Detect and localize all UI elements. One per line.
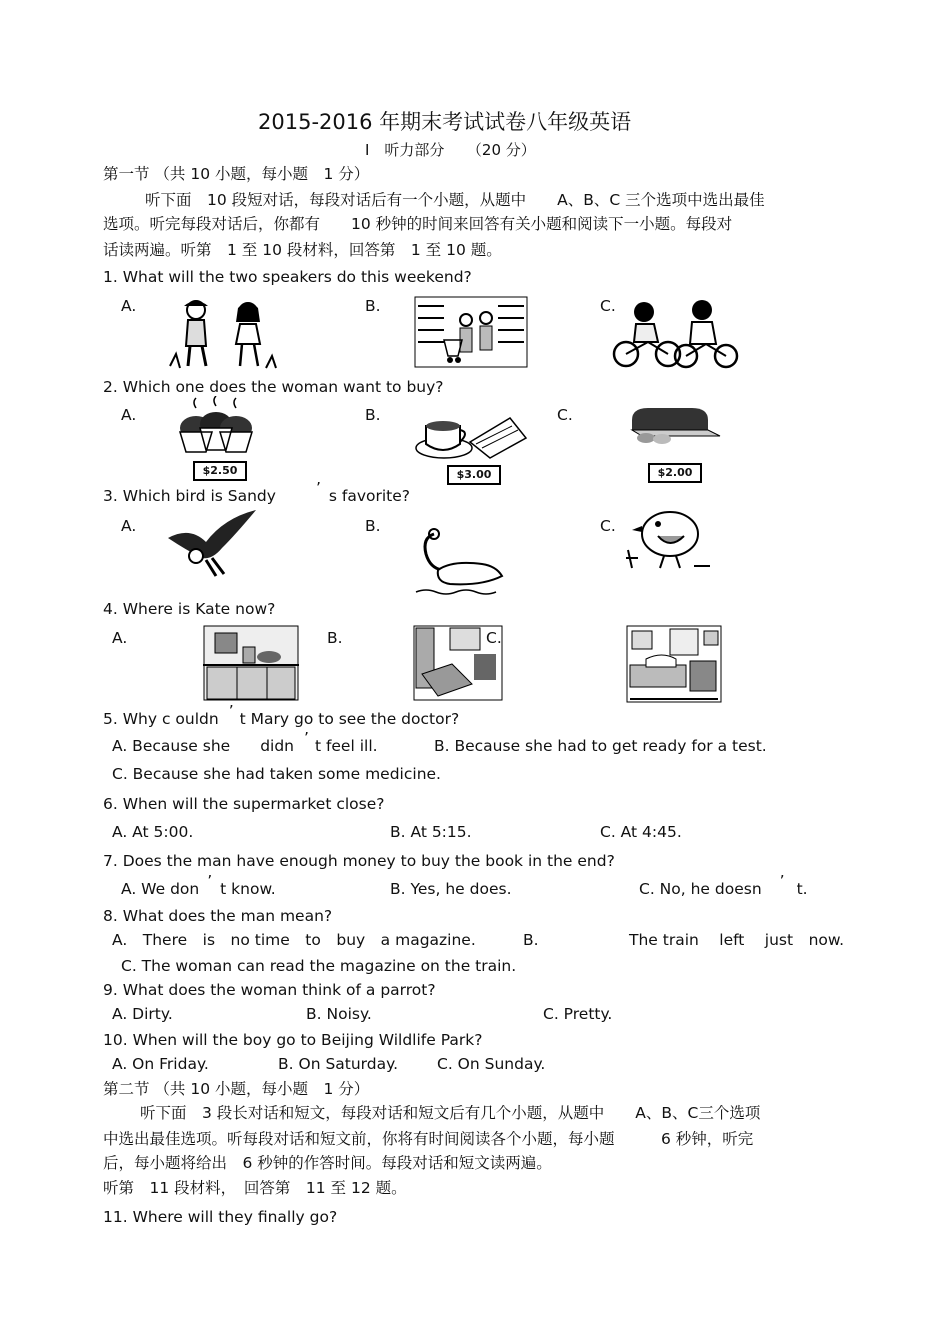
question-2: 2. Which one does the woman want to buy? (103, 378, 444, 396)
price-tag-a: $2.50 (193, 461, 247, 481)
q3-option-b-label: B. (365, 517, 381, 535)
q9-option-c: C. Pretty. (543, 1005, 613, 1023)
q3-option-c-label: C. (600, 517, 616, 535)
question-3-part2: s favorite? (328, 487, 411, 505)
section2-instruction-line3: 后，每小题将给出 6 秒钟的作答时间。每段对话和短文读两遍。 (103, 1154, 552, 1172)
bedroom-picture (626, 625, 722, 703)
bread-picture (628, 406, 724, 446)
q7-option-a-apostrophe: ’ (207, 872, 213, 890)
cycling-picture (608, 298, 740, 370)
page-title: 2015-2016 年期末考试试卷八年级英语 (258, 110, 632, 134)
q7-option-a-part2: t know. (220, 880, 276, 898)
q7-option-a-part1: A. We don (121, 880, 200, 898)
q8-option-b-label: B. (523, 931, 539, 949)
question-5 (103, 702, 460, 729)
q1-option-c-label: C. (600, 297, 616, 315)
question-5-part1: 5. Why c ouldn (103, 710, 219, 728)
q1-option-b-label: B. (365, 297, 381, 315)
q5-option-a-part3: t feel ill. (314, 737, 378, 755)
question-4: 4. Where is Kate now? (103, 600, 276, 618)
section2-instruction-line4: 听第 11 段材料， 回答第 11 至 12 题。 (103, 1179, 407, 1197)
cupcakes-picture (174, 396, 258, 456)
q6-option-a: A. At 5:00. (112, 823, 194, 841)
q8-option-b-text: The train left just now. (629, 931, 845, 949)
q2-option-a-label: A. (121, 406, 137, 424)
q1-option-a-label: A. (121, 297, 137, 315)
section1-instruction-line2: 选项。听完每段对话后，你都有 10 秒钟的时间来回答有关小题和阅读下一小题。每段对 (103, 215, 733, 233)
part1-heading: I 听力部分 （20 分） (365, 141, 536, 159)
question-5-apostrophe: ’ (228, 702, 234, 720)
q2-option-c-label: C. (557, 406, 573, 424)
section2-heading: 第二节 （共 10 小题，每小题 1 分） (103, 1080, 370, 1098)
q5-option-a (112, 729, 378, 756)
eagle-picture (166, 508, 258, 580)
q10-option-b: B. On Saturday. (278, 1055, 399, 1073)
question-3-apostrophe: ’ (315, 479, 321, 497)
q4-option-a-label: A. (112, 629, 128, 647)
price-tag-c: $2.00 (648, 463, 702, 483)
q5-option-a-apostrophe: ’ (304, 729, 309, 747)
q9-option-a: A. Dirty. (112, 1005, 173, 1023)
q7-option-a (121, 872, 276, 899)
q6-option-c: C. At 4:45. (600, 823, 682, 841)
supermarket-picture (414, 296, 528, 368)
q7-option-c-apostrophe: ’ (779, 872, 785, 890)
section2-instruction-line2: 中选出最佳选项。听每段对话和短文前，你将有时间阅读各个小题，每小题 6 秒钟，听完 (103, 1130, 754, 1148)
kitchen-picture (203, 625, 299, 701)
q7-option-c-part1: C. No, he doesn (639, 880, 762, 898)
question-11: 11. Where will they finally go? (103, 1208, 338, 1226)
question-3 (103, 479, 411, 506)
q10-option-c: C. On Sunday. (437, 1055, 546, 1073)
question-9: 9. What does the woman think of a parrot? (103, 981, 436, 999)
question-8: 8. What does the man mean? (103, 907, 333, 925)
question-1: 1. What will the two speakers do this weekend? (103, 268, 472, 286)
q7-option-b: B. Yes, he does. (390, 880, 512, 898)
question-10: 10. When will the boy go to Beijing Wildlife Park? (103, 1031, 483, 1049)
coffee-picture (414, 412, 530, 464)
swan-picture (412, 524, 512, 598)
q4-option-c-label: C. (486, 629, 502, 647)
small-bird-picture (624, 506, 710, 578)
price-tag-b: $3.00 (447, 465, 501, 485)
q2-option-b-label: B. (365, 406, 381, 424)
question-5-part2: t Mary go to see the doctor? (239, 710, 460, 728)
question-3-part1: 3. Which bird is Sandy (103, 487, 276, 505)
section1-heading: 第一节 （共 10 小题，每小题 1 分） (103, 165, 370, 183)
section1-instruction-line1: 听下面 10 段短对话，每段对话后有一个小题，从题中 A、B、C 三个选项中选出最佳 (145, 191, 765, 209)
q8-option-c: C. The woman can read the magazine on the train. (121, 957, 517, 975)
q5-option-a-part1: A. Because she (112, 737, 231, 755)
q5-option-a-part2: didn (260, 737, 294, 755)
section2-instruction-line1: 听下面 3 段长对话和短文，每段对话和短文后有几个小题，从题中 A、B、C三个选项 (140, 1104, 761, 1122)
section1-instruction-line3: 话读两遍。听第 1 至 10 段材料，回答第 1 至 10 题。 (103, 241, 502, 259)
q10-option-a: A. On Friday. (112, 1055, 209, 1073)
q5-option-b: B. Because she had to get ready for a test. (434, 737, 767, 755)
q7-option-c (639, 872, 808, 899)
q7-option-c-part2: t. (796, 880, 808, 898)
q8-option-a: A. There is no time to buy a magazine. (112, 931, 476, 949)
hiking-picture (166, 296, 282, 372)
q6-option-b: B. At 5:15. (390, 823, 472, 841)
question-7: 7. Does the man have enough money to buy the book in the end? (103, 852, 615, 870)
q3-option-a-label: A. (121, 517, 137, 535)
q9-option-b: B. Noisy. (306, 1005, 372, 1023)
q4-option-b-label: B. (327, 629, 343, 647)
q5-option-c: C. Because she had taken some medicine. (112, 765, 441, 783)
question-6: 6. When will the supermarket close? (103, 795, 385, 813)
